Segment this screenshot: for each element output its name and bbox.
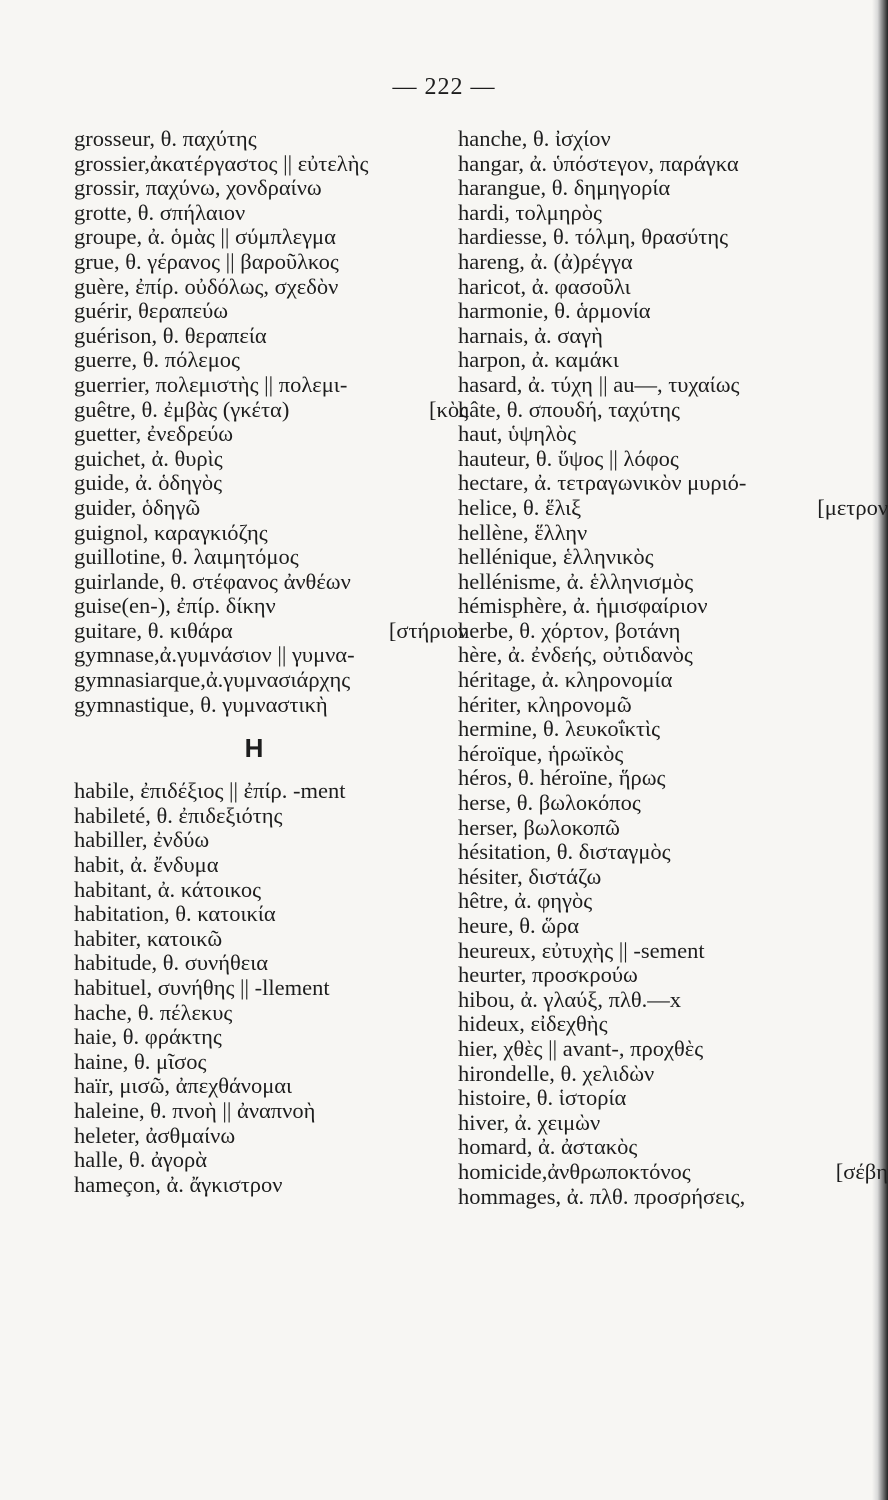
dictionary-entry bbox=[74, 496, 474, 521]
entry-text: hanche, θ. ἰσχίον bbox=[458, 126, 611, 151]
dictionary-entry bbox=[458, 865, 858, 890]
dictionary-entry bbox=[74, 1099, 474, 1124]
dictionary-entry bbox=[74, 422, 474, 447]
dictionary-entry bbox=[458, 398, 858, 423]
entry-text: haie, θ. φράκτης bbox=[74, 1024, 222, 1050]
entry-continuation: [μετρον bbox=[817, 494, 888, 520]
entry-text: hideux, εἰδεχθὴς bbox=[458, 1011, 608, 1037]
entry-text: habitation, θ. κατοικία bbox=[74, 901, 276, 927]
entry-text: habiller, ἐνδύω bbox=[74, 827, 210, 853]
dictionary-entry bbox=[74, 225, 474, 250]
dictionary-entry bbox=[458, 1111, 858, 1136]
entry-text: heureux, εὐτυχὴς || -sement bbox=[458, 937, 705, 963]
dictionary-entry bbox=[458, 619, 858, 644]
entry-continuation: [στήριον bbox=[388, 617, 468, 643]
entry-text: hache, θ. πέλεκυς bbox=[74, 999, 233, 1025]
entry-text: guillotine, θ. λαιμητόμος bbox=[74, 544, 299, 570]
dictionary-entry bbox=[74, 951, 474, 976]
dictionary-entry bbox=[74, 976, 474, 1001]
dictionary-entry bbox=[74, 447, 474, 472]
entry-text: helice, θ. ἕλιξ bbox=[458, 494, 582, 520]
entry-text: hémisphère, ἀ. ἡμισφαίριον bbox=[458, 593, 708, 619]
dictionary-entry bbox=[458, 742, 858, 767]
entry-text: heure, θ. ὥρα bbox=[458, 913, 580, 938]
dictionary-entry bbox=[458, 693, 858, 718]
entry-text: hectare, ἀ. τετραγωνικὸν μυριό- bbox=[458, 470, 747, 496]
dictionary-entry bbox=[458, 1086, 858, 1111]
dictionary-entry bbox=[458, 348, 858, 373]
entry-text: haleine, θ. πνοὴ || ἀναπνοὴ bbox=[74, 1097, 316, 1123]
entry-text: grossier,ἀκατέργαστος || εὐτελὴς bbox=[74, 150, 369, 176]
entry-text: guerrier, πολεμιστὴς || πολεμι- bbox=[74, 371, 348, 397]
dictionary-entry bbox=[74, 693, 474, 718]
entry-text: harnais, ἀ. σαγὴ bbox=[458, 322, 603, 348]
right-column bbox=[458, 126, 888, 1209]
page-number: — 222 — bbox=[392, 74, 496, 100]
entry-text: habileté, θ. ἐπιδεξιότης bbox=[74, 802, 283, 828]
dictionary-entry bbox=[458, 201, 858, 226]
dictionary-entry bbox=[74, 1025, 474, 1050]
entry-text: guérison, θ. θεραπεία bbox=[74, 322, 267, 348]
dictionary-entry bbox=[74, 1148, 474, 1173]
entry-text: guichet, ἀ. θυρὶς bbox=[74, 445, 223, 471]
entry-text: guirlande, θ. στέφανος ἀνθέων bbox=[74, 568, 351, 594]
entry-text: habiter, κατοικῶ bbox=[74, 925, 223, 951]
dictionary-entry bbox=[458, 373, 858, 398]
entry-text: harangue, θ. δημηγορία bbox=[458, 175, 671, 201]
entry-text: gymnastique, θ. γυμναστικὴ bbox=[74, 691, 328, 717]
dictionary-entry bbox=[458, 643, 858, 668]
dictionary-entry bbox=[74, 878, 474, 903]
dictionary-entry bbox=[458, 766, 858, 791]
dictionary-entry bbox=[74, 853, 474, 878]
dictionary-entry bbox=[458, 471, 858, 496]
dictionary-entry bbox=[458, 939, 858, 964]
entry-text: hareng, ἀ. (ἀ)ρέγγα bbox=[458, 248, 633, 274]
dictionary-entry bbox=[458, 840, 858, 865]
entry-text: herser, βωλοκοπῶ bbox=[458, 814, 620, 840]
dictionary-entry bbox=[458, 889, 858, 914]
dictionary-entry bbox=[74, 176, 474, 201]
entry-text: guide, ἀ. ὁδηγὸς bbox=[74, 470, 222, 496]
entry-text: hésitation, θ. δισταγμὸς bbox=[458, 839, 671, 865]
dictionary-entry bbox=[74, 804, 474, 829]
entry-text: halle, θ. ἀγορὰ bbox=[74, 1147, 208, 1173]
entry-text: hommages, ἀ. πλθ. προσρήσεις, bbox=[458, 1183, 746, 1209]
entry-text: guetter, ἐνεδρεύω bbox=[74, 421, 234, 447]
entry-text: hauteur, θ. ὕψος || λόφος bbox=[458, 445, 679, 471]
dictionary-entry bbox=[74, 594, 474, 619]
section-letter-h: H bbox=[244, 733, 264, 764]
dictionary-entry bbox=[458, 225, 858, 250]
entry-text: habitude, θ. συνήθεια bbox=[74, 950, 269, 976]
dictionary-entry bbox=[458, 176, 858, 201]
left-column-h-entries bbox=[74, 779, 474, 1197]
dictionary-entry bbox=[458, 152, 858, 177]
dictionary-entry bbox=[458, 1037, 858, 1062]
entry-text: haricot, ἀ. φασοῦλι bbox=[458, 273, 631, 299]
left-column bbox=[74, 127, 474, 1197]
dictionary-entry bbox=[458, 1158, 888, 1185]
entry-text: hier, χθὲς || avant-, προχθὲς bbox=[458, 1035, 704, 1061]
dictionary-entry bbox=[458, 668, 858, 693]
dictionary-entry bbox=[458, 570, 858, 595]
dictionary-entry bbox=[458, 988, 858, 1013]
entry-text: guêtre, θ. ἐμβὰς (γκέτα) bbox=[74, 396, 290, 422]
dictionary-entry bbox=[74, 373, 474, 398]
entry-text: habit, ἀ. ἔνδυμα bbox=[74, 852, 219, 878]
entry-text: herbe, θ. χόρτον, βοτάνη bbox=[458, 617, 681, 643]
dictionary-entry bbox=[74, 324, 474, 349]
entry-continuation: [κὸς bbox=[429, 396, 468, 422]
dictionary-entry bbox=[74, 1173, 474, 1198]
entry-text: hibou, ἀ. γλαύξ, πλθ.—x bbox=[458, 986, 682, 1012]
dictionary-entry bbox=[74, 545, 474, 570]
entry-text: guider, ὁδηγῶ bbox=[74, 494, 201, 520]
entry-text: hirondelle, θ. χελιδὼν bbox=[458, 1060, 655, 1086]
dictionary-entry bbox=[74, 152, 474, 177]
entry-text: haut, ὑψηλὸς bbox=[458, 421, 577, 447]
entry-text: heleter, ἀσθμαίνω bbox=[74, 1122, 236, 1148]
dictionary-entry bbox=[458, 1012, 858, 1037]
entry-text: histoire, θ. ἱστορία bbox=[458, 1085, 627, 1111]
entry-text: grossir, παχύνω, χονδραίνω bbox=[74, 175, 322, 201]
dictionary-entry bbox=[74, 779, 474, 804]
dictionary-entry bbox=[74, 1074, 474, 1099]
dictionary-entry bbox=[458, 324, 858, 349]
dictionary-entry bbox=[458, 275, 858, 300]
entry-text: héros, θ. héroïne, ἥρως bbox=[458, 765, 666, 791]
left-column-g-entries bbox=[74, 127, 474, 717]
entry-text: hellénique, ἑλληνικὸς bbox=[458, 544, 654, 570]
entry-text: hangar, ἀ. ὑπόστεγον, παράγκα bbox=[458, 150, 739, 176]
entry-text: hère, ἀ. ἐνδεής, οὐτιδανὸς bbox=[458, 642, 693, 668]
entry-text: grue, θ. γέρανος || βαροῦλκος bbox=[74, 248, 339, 274]
entry-text: habituel, συνήθης || -llement bbox=[74, 975, 330, 1000]
entry-text: hasard, ἀ. τύχη || au—, τυχαίως bbox=[458, 371, 740, 397]
page-edge-shadow bbox=[872, 0, 888, 1500]
dictionary-entry bbox=[74, 1050, 474, 1075]
dictionary-entry bbox=[74, 828, 474, 853]
entry-text: grosseur, θ. παχύτης bbox=[74, 126, 257, 151]
entry-text: herse, θ. βωλοκόπος bbox=[458, 790, 641, 816]
entry-text: héroïque, ἡρωϊκὸς bbox=[458, 740, 624, 766]
dictionary-entry bbox=[458, 914, 858, 939]
entry-text: guitare, θ. κιθάρα bbox=[74, 617, 233, 643]
entry-text: habile, ἐπιδέξιος || ἐπίρ. -ment bbox=[74, 778, 346, 804]
entry-text: haine, θ. μῖσος bbox=[74, 1048, 207, 1074]
entry-text: harpon, ἀ. καμάκι bbox=[458, 347, 619, 373]
entry-text: hêtre, ἀ. φηγὸς bbox=[458, 888, 593, 914]
entry-text: hardiesse, θ. τόλμη, θρασύτης bbox=[458, 224, 729, 250]
dictionary-entry bbox=[74, 348, 474, 373]
entry-text: guise(en-), ἐπίρ. δίκην bbox=[74, 593, 276, 619]
entry-text: haïr, μισῶ, ἀπεχθάνομαι bbox=[74, 1073, 293, 1099]
dictionary-entry bbox=[458, 963, 858, 988]
entry-text: hâte, θ. σπουδή, ταχύτης bbox=[458, 396, 680, 422]
entry-text: hardi, τολμηρὸς bbox=[458, 199, 602, 225]
entry-text: hameçon, ἀ. ἄγκιστρον bbox=[74, 1171, 283, 1197]
entry-text: habitant, ἀ. κάτοικος bbox=[74, 876, 262, 902]
entry-text: hellénisme, ἀ. ἑλληνισμὸς bbox=[458, 568, 694, 594]
dictionary-entry bbox=[458, 791, 858, 816]
dictionary-entry bbox=[458, 494, 888, 521]
right-column-h-entries bbox=[458, 126, 888, 1209]
entry-text: hermine, θ. λευκοΐκτὶς bbox=[458, 716, 660, 742]
dictionary-entry bbox=[458, 717, 858, 742]
entry-text: homard, ἀ. ἀστακὸς bbox=[458, 1134, 638, 1160]
dictionary-entry bbox=[74, 570, 474, 595]
dictionary-entry bbox=[74, 250, 474, 275]
dictionary-entry bbox=[458, 127, 858, 152]
entry-text: guerre, θ. πόλεμος bbox=[74, 347, 240, 373]
dictionary-entry bbox=[458, 545, 858, 570]
dictionary-entry bbox=[74, 471, 474, 496]
dictionary-entry bbox=[458, 816, 858, 841]
entry-text: hiver, ἀ. χειμὼν bbox=[458, 1109, 601, 1135]
dictionary-entry bbox=[74, 201, 474, 226]
entry-text: hellène, ἕλλην bbox=[458, 519, 588, 545]
entry-text: guère, ἐπίρ. οὐδόλως, σχεδὸν bbox=[74, 273, 339, 299]
entry-text: grotte, θ. σπήλαιον bbox=[74, 199, 246, 225]
dictionary-entry bbox=[74, 1124, 474, 1149]
dictionary-entry bbox=[74, 275, 474, 300]
dictionary-entry bbox=[458, 447, 858, 472]
entry-text: gymnase,ἀ.γυμνάσιον || γυμνα- bbox=[74, 642, 355, 668]
dictionary-entry bbox=[74, 927, 474, 952]
entry-text: groupe, ἀ. ὁμὰς || σύμπλεγμα bbox=[74, 224, 336, 250]
entry-text: gymnasiarque,ἀ.γυμνασιάρχης bbox=[74, 667, 351, 693]
entry-text: homicide,ἀνθρωποκτόνος bbox=[458, 1158, 691, 1184]
entry-text: hésiter, διστάζω bbox=[458, 863, 602, 889]
dictionary-entry bbox=[458, 1062, 858, 1087]
entry-text: guérir, θεραπεύω bbox=[74, 298, 229, 324]
dictionary-entry bbox=[458, 1135, 858, 1160]
dictionary-entry bbox=[74, 619, 474, 644]
dictionary-entry bbox=[74, 398, 474, 423]
entry-text: heurter, προσκρούω bbox=[458, 962, 638, 988]
entry-text: guignol, καραγκιόζης bbox=[74, 519, 268, 545]
entry-text: hériter, κληρονομῶ bbox=[458, 691, 632, 717]
entry-text: héritage, ἀ. κληρονομία bbox=[458, 667, 673, 693]
dictionary-entry bbox=[458, 521, 858, 546]
dictionary-entry bbox=[458, 422, 858, 447]
dictionary-entry bbox=[74, 521, 474, 546]
dictionary-entry bbox=[74, 902, 474, 927]
dictionary-entry bbox=[74, 299, 474, 324]
dictionary-entry bbox=[458, 299, 858, 324]
entry-continuation: [σέβη bbox=[835, 1158, 888, 1184]
dictionary-entry bbox=[74, 127, 474, 152]
dictionary-entry bbox=[74, 1001, 474, 1026]
dictionary-entry bbox=[74, 643, 474, 668]
entry-text: harmonie, θ. ἁρμονία bbox=[458, 298, 651, 324]
dictionary-entry bbox=[74, 668, 474, 693]
dictionary-entry bbox=[458, 594, 858, 619]
dictionary-entry bbox=[458, 250, 858, 275]
dictionary-entry bbox=[458, 1185, 858, 1210]
